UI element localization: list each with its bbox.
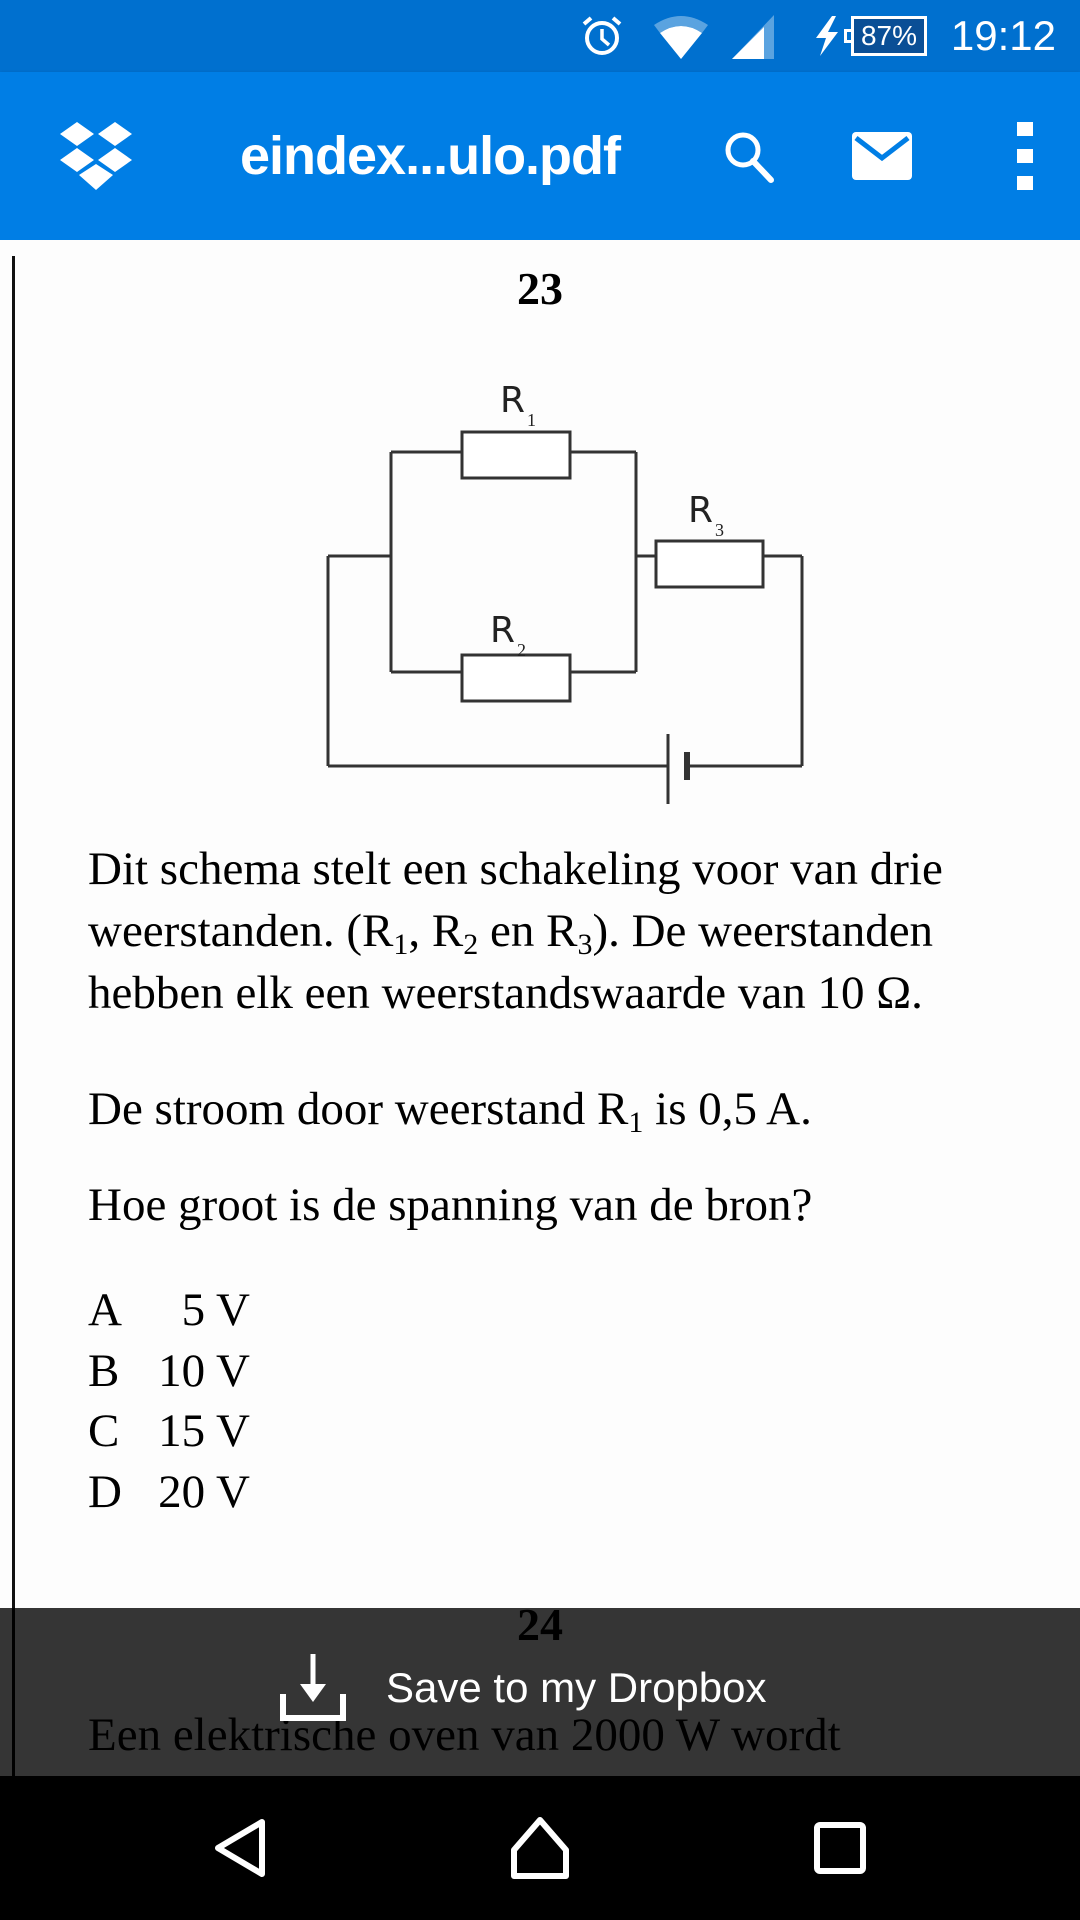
question-24-text: Een elektrische oven van 2000 W wordt xyxy=(88,1709,841,1761)
battery-icon xyxy=(845,0,927,72)
app-bar xyxy=(0,72,1080,240)
search-icon xyxy=(721,128,777,184)
label-r3-sub: 3 xyxy=(715,520,724,540)
share-email-button[interactable] xyxy=(842,72,922,240)
description-paragraph: Dit schema stelt een schakeling voor van drie weerstanden. ($R_1$, $R_2$ en $R_3$). De weerstanden hebben elk een weerstandswaarde van 10 Ω. xyxy=(88,843,943,1019)
label-r3: R xyxy=(688,490,714,531)
back-icon xyxy=(212,1818,268,1878)
dropbox-logo-icon[interactable] xyxy=(58,122,134,192)
back-button[interactable] xyxy=(170,1776,310,1920)
wifi-icon xyxy=(650,0,712,72)
clock: 19:12 xyxy=(950,12,1056,59)
current-statement: De stroom door weerstand $R_1$ is 0,5 A. xyxy=(88,1083,812,1139)
label-r2-sub: 2 xyxy=(517,640,526,660)
download-icon xyxy=(280,1654,346,1722)
circuit-diagram xyxy=(300,360,900,820)
more-vert-icon xyxy=(1017,122,1033,190)
page-border xyxy=(12,256,15,1775)
home-icon xyxy=(510,1816,570,1880)
label-r2: R xyxy=(490,610,516,651)
resistor-r3 xyxy=(656,541,763,587)
battery-percent: 87% xyxy=(860,20,918,51)
more-options-button[interactable] xyxy=(1000,72,1050,240)
status-bar xyxy=(0,0,1080,72)
question-number: 23 xyxy=(517,263,563,314)
mail-icon xyxy=(852,132,912,180)
answer-option-b: B 10 V xyxy=(88,1344,250,1397)
home-button[interactable] xyxy=(470,1776,610,1920)
navigation-bar xyxy=(0,1776,1080,1920)
recents-button[interactable] xyxy=(770,1776,910,1920)
cell-signal-icon xyxy=(728,0,776,72)
charging-bolt-icon xyxy=(812,0,842,72)
answer-option-a: A 5 V xyxy=(88,1284,250,1336)
pdf-viewer[interactable] xyxy=(0,240,1080,1775)
question-text: Hoe groot is de spanning van de bron? xyxy=(88,1179,813,1231)
question-number: 24 xyxy=(517,1599,563,1650)
save-to-dropbox-button[interactable] xyxy=(280,1648,767,1728)
save-to-dropbox-bar xyxy=(0,1599,1080,1776)
recents-icon xyxy=(814,1822,866,1874)
label-r1-sub: 1 xyxy=(527,410,536,430)
save-to-dropbox-label: Save to my Dropbox xyxy=(386,1664,767,1711)
alarm-icon xyxy=(578,0,626,72)
resistor-r1 xyxy=(462,432,570,478)
label-r1: R xyxy=(500,380,526,421)
resistor-r2 xyxy=(462,655,570,701)
answer-options xyxy=(88,1280,250,1522)
answer-option-d: D 20 V xyxy=(88,1465,250,1518)
file-title: eindex...ulo.pdf xyxy=(240,126,621,186)
search-button[interactable] xyxy=(712,72,786,240)
answer-option-c: C 15 V xyxy=(88,1405,250,1457)
